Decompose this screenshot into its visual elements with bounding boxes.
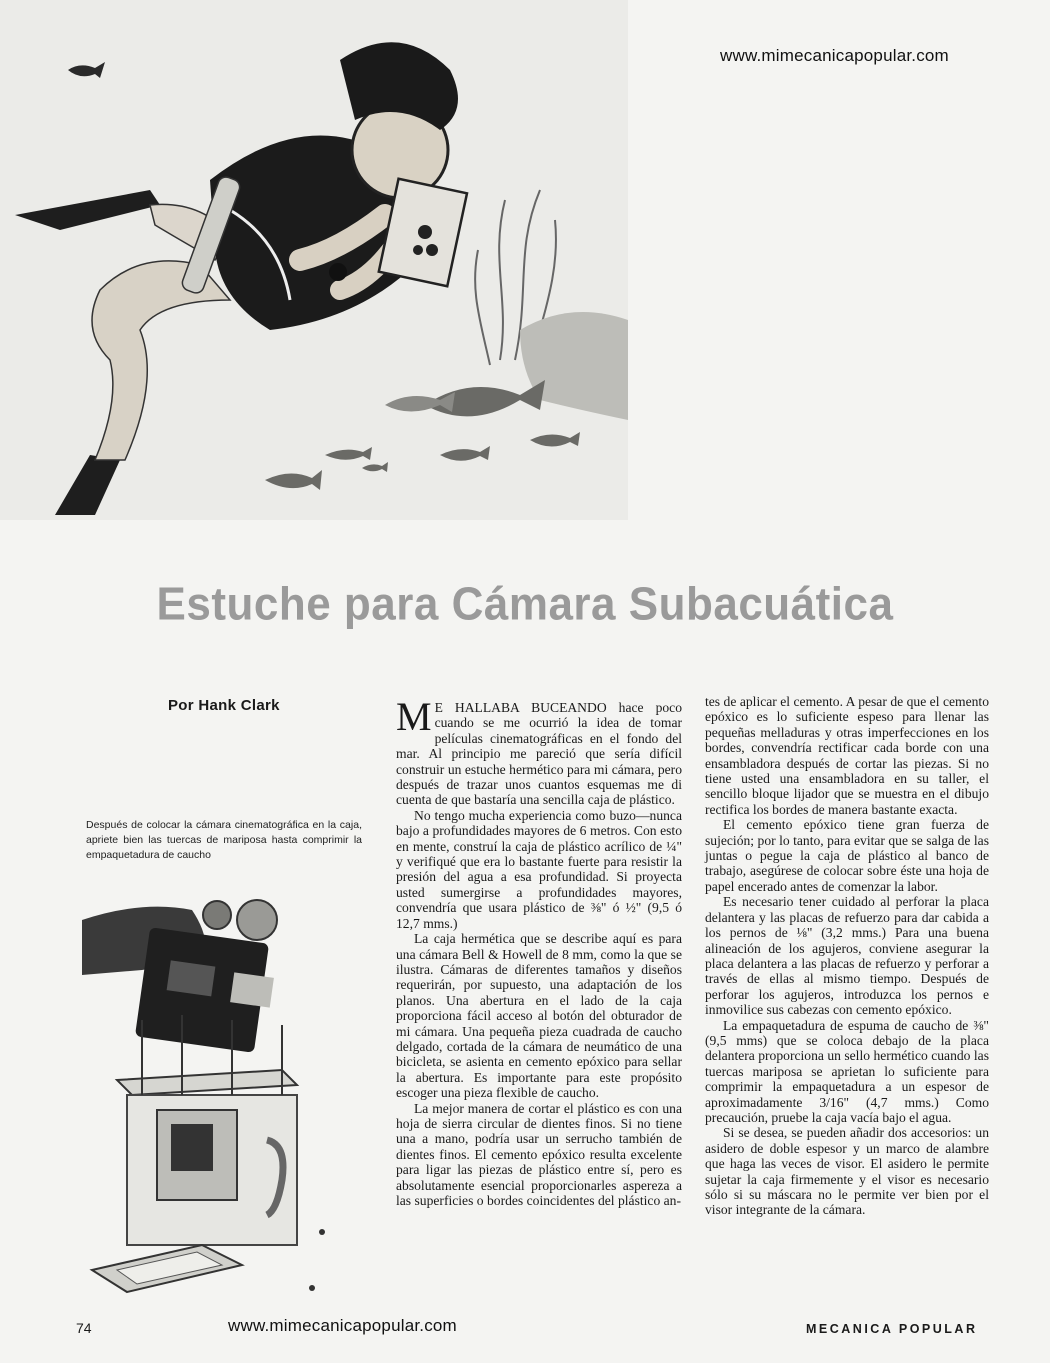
article-title: Estuche para Cámara Subacuática	[156, 578, 894, 631]
magazine-name: MECANICA POPULAR	[806, 1322, 978, 1336]
article-paragraph: No tengo mucha experiencia como buzo—nunca bajo a profundidades mayores de 6 metros. Con esto en mente, construí la caja de plástico acrílico de ¼" y verifiqué que era lo bastante fuerte para resistir la presión del agua a esa profundidad. Si proyecta usted sumergirse a profundidades mayores, convendría que usara plástico de ⅜" ó ½" (9,5 ó 12,7 mms.)	[396, 807, 682, 931]
diver-watch	[329, 263, 347, 281]
byline: Por Hank Clark	[168, 697, 280, 714]
watermark-url-bottom[interactable]: www.mimecanicapopular.com	[228, 1316, 457, 1335]
article-paragraph: La caja hermética que se describe aquí es para una cámara Bell & Howell de 8 mm, como la que se ilustra. Cámaras de diferentes tamaños y diseños requerirán, por supuesto, una adaptación de los planos. Una abertura en el lado de la caja proporciona fácil acceso al botón del obturador de mi cámara. Una pequeña pieza cuadrada de caucho delgado, cortada de la cámara de neumático de una bicicleta, se asienta en cemento epóxico para sellar la abertura. Es importante para este propósito escoger una pieza flexible de caucho.	[396, 931, 682, 1101]
article-column-1	[396, 694, 682, 1208]
camera-box-photo	[82, 880, 368, 1295]
article-paragraph: Es necesario tener cuidado al perforar la placa delantera y las placas de refuerzo para dar cabida a los pernos de ⅛" (3,2 mms.) Para una buena alineación de los agujeros, conviene asegurar la placa delantera a las placas de refuerzo y perforar a través de ellas al mismo tiempo. Después de perforar los agujeros, introduzca los pernos e inmovilice sus cabezas con cemento epóxico.	[705, 894, 989, 1018]
article-paragraph: Si se desea, se pueden añadir dos accesorios: un asidero de doble espesor y un marco de alambre que haga las veces de visor. El asidero le permite sujetar la caja firmemente y el visor es necesario sólo si su máscara no le permite ver bien por el visor integrante de la cámara.	[705, 1125, 989, 1218]
diver-illustration	[0, 0, 628, 520]
article-paragraph: M E HALLABA BUCEANDO hace poco cuando se me ocurrió la idea de tomar películas cinematográficas en el fondo del mar. Al principio me pareció que sería difícil construir un estuche hermético para mi cámara, pero después de trazar unos cuantos esquemas me di cuenta de que bastaría una sencilla caja de plástico.	[396, 694, 682, 808]
article-paragraph: La mejor manera de cortar el plástico es con una hoja de sierra circular de dientes finos. Si no tiene una a mano, podría usar un serrucho también de dientes finos. El cemento epóxico resulta excelente para ligar las piezas de plástico entre sí, pero es absolutamente esencial proporcionarles aspereza a las superficies o bordes coincidentes del plástico an-	[396, 1100, 682, 1208]
page-number: 74	[76, 1320, 92, 1336]
article-paragraph: tes de aplicar el cemento. A pesar de que el cemento epóxico es lo suficiente espeso para llenar las pequeñas melladuras y otras imperfecciones en los bordes, convendría rectificar cada borde con una ensambladora después de cortar las piezas. Si no tiene usted una ensambladora en su taller, el sencillo bloque lijador que se muestra en el dibujo rectifica los bordes de manera bastante exacta.	[705, 694, 989, 817]
article-column-2	[705, 694, 989, 1218]
article-paragraph: El cemento epóxico tiene gran fuerza de sujeción; por lo tanto, para evitar que se salga de las juntas o pegue la caja de plástico al banco de trabajo, asegúrese de colocar sobre éste una hoja de papel encerado antes de comenzar la labor.	[705, 817, 989, 894]
drop-cap: M	[396, 694, 432, 739]
watermark-url-top[interactable]: www.mimecanicapopular.com	[720, 46, 949, 65]
photo-caption: Después de colocar la cámara cinematográfica en la caja, apriete bien las tuercas de mariposa hasta comprimir la empaquetadura de caucho	[86, 819, 362, 861]
article-paragraph: La empaquetadura de espuma de caucho de ⅜" (9,5 mms) que se coloca debajo de la placa delantera proporciona un sello hermético cuando las tuercas mariposa se aprietan lo suficiente para comprimir la empaquetadura a un espesor de aproximadamente 3/16" (4,7 mms.) Como precaución, pruebe la caja vacía bajo el agua.	[705, 1017, 989, 1125]
